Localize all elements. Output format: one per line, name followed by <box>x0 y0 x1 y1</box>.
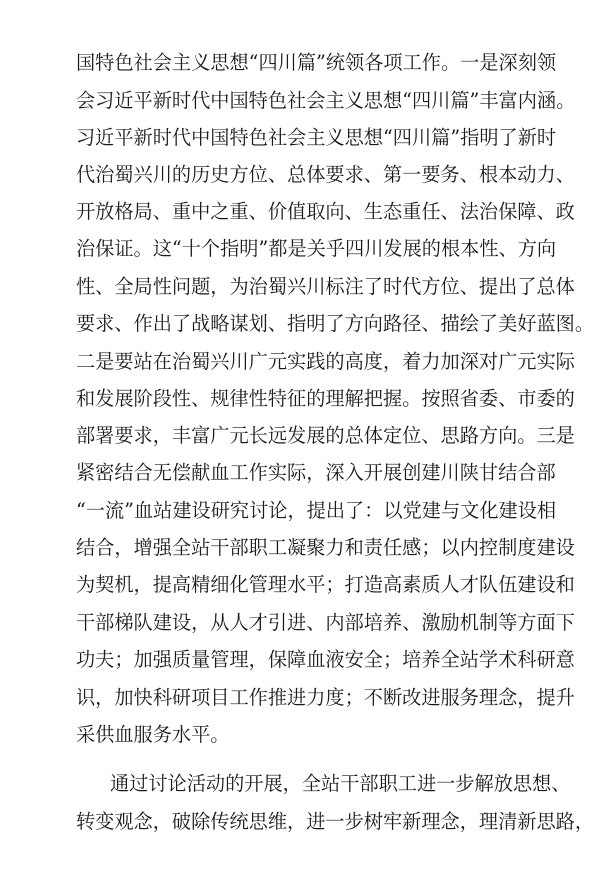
paragraph-line: 习近平新时代中国特色社会主义思想“四川篇”指明了新时 <box>76 126 557 149</box>
paragraph-line: 国特色社会主义思想“四川篇”统领各项工作。一是深刻领 <box>76 51 557 74</box>
paragraph-line: 功夫；加强质量管理，保障血液安全；培养全站学术科研意 <box>76 648 575 671</box>
paragraph-line-last: 采供血服务水平。 <box>76 723 230 746</box>
paragraph-line: 治保证。这“十个指明”都是关乎四川发展的根本性、方向 <box>76 237 557 260</box>
paragraph-line: 代治蜀兴川的历史方位、总体要求、第一要务、根本动力、 <box>76 163 575 186</box>
paragraph-line: 干部梯队建设，从人才引进、内部培养、激励机制等方面下 <box>76 611 575 634</box>
paragraph-line: 识，加快科研项目工作推进力度；不断改进服务理念，提升 <box>76 686 575 709</box>
paragraph-line: 开放格局、重中之重、价值取向、生态重任、法治保障、政 <box>76 200 575 223</box>
paragraph-line: 性、全局性问题，为治蜀兴川标注了时代方位、提出了总体 <box>76 275 575 298</box>
paragraph-line: 会习近平新时代中国特色社会主义思想“四川篇”丰富内涵。 <box>76 89 576 112</box>
paragraph-line: 为契机，提高精细化管理水平；打造高素质人才队伍建设和 <box>76 573 575 596</box>
paragraph-line: 部署要求，丰富广元长远发展的总体定位、思路方向。三是 <box>76 424 575 447</box>
paragraph-line: 要求、作出了战略谋划、指明了方向路径、描绘了美好蓝图。 <box>76 312 595 335</box>
paragraph-line-indented: 通过讨论活动的开展，全站干部职工进一步解放思想、 <box>110 772 571 795</box>
paragraph-line: 转变观念，破除传统思维，进一步树牢新理念，理清新思路， <box>76 810 595 833</box>
paragraph-line: “一流”血站建设研究讨论，提出了：以党建与文化建设相 <box>76 499 557 522</box>
paragraph-line: 结合，增强全站干部职工凝聚力和责任感；以内控制度建设 <box>76 536 575 559</box>
paragraph-line: 二是要站在治蜀兴川广元实践的高度，着力加深对广元实际 <box>76 350 575 373</box>
paragraph-line: 紧密结合无偿献血工作实际，深入开展创建川陕甘结合部 <box>76 461 556 484</box>
paragraph-line: 和发展阶段性、规律性特征的理解把握。按照省委、市委的 <box>76 387 575 410</box>
